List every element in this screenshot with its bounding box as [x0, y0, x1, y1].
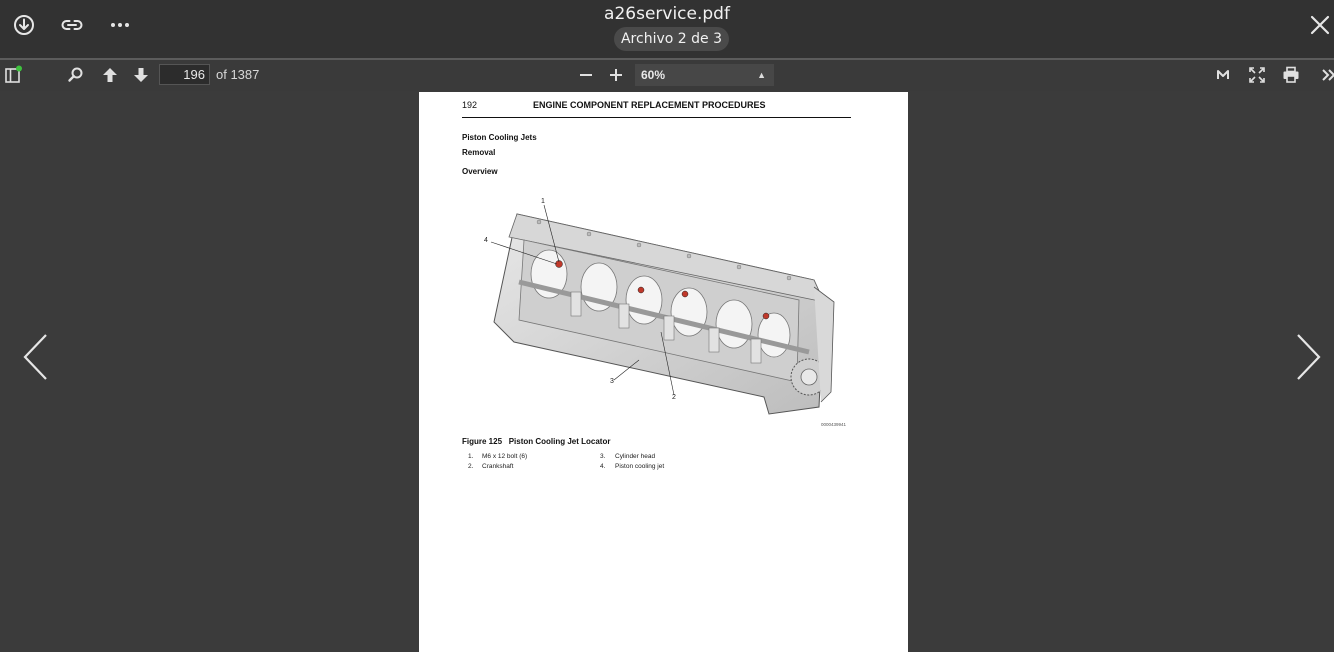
- arrow-up-icon[interactable]: [100, 65, 120, 85]
- running-head: ENGINE COMPONENT REPLACEMENT PROCEDURES: [533, 100, 766, 110]
- legend-text: Crankshaft: [482, 463, 514, 470]
- figure-callout: 1: [541, 198, 545, 205]
- search-icon[interactable]: [66, 65, 86, 85]
- header-rule: [462, 117, 851, 118]
- figure-callout: 4: [484, 237, 488, 244]
- close-icon[interactable]: [1308, 13, 1332, 37]
- figure-image-code: 0000439941: [821, 422, 847, 427]
- print-icon[interactable]: [1281, 65, 1301, 85]
- presentation-mode-icon[interactable]: [1213, 65, 1233, 85]
- figure-caption-number: Figure 125: [462, 437, 503, 446]
- engine-block-figure: [479, 192, 859, 422]
- legend-number: 4.: [600, 463, 606, 470]
- zoom-value: 60%: [641, 68, 666, 82]
- file-title: a26service.pdf: [604, 4, 730, 24]
- viewer-header: [0, 0, 1334, 58]
- figure-callout: 2: [672, 394, 676, 401]
- legend-text: Piston cooling jet: [615, 463, 665, 470]
- arrow-down-icon[interactable]: [131, 65, 151, 85]
- pdf-page: [419, 92, 908, 652]
- figure-caption-text: Piston Cooling Jet Locator: [508, 437, 611, 446]
- file-counter-badge: Archivo 2 de 3: [614, 27, 729, 51]
- figure-callout: 3: [610, 378, 614, 385]
- plus-icon[interactable]: [606, 65, 626, 85]
- subsection-title: Removal: [462, 148, 496, 157]
- legend-number: 3.: [600, 453, 606, 460]
- section-title: Piston Cooling Jets: [462, 133, 537, 142]
- page-number-input[interactable]: 196: [159, 64, 210, 85]
- legend-number: 1.: [468, 453, 474, 460]
- figure-caption: [462, 437, 610, 446]
- legend-number: 2.: [468, 463, 474, 470]
- legend-text: M6 x 12 bolt (6): [482, 453, 528, 460]
- minus-icon[interactable]: [576, 65, 596, 85]
- page-count-label: of 1387: [216, 67, 260, 82]
- page-number: 192: [462, 100, 478, 110]
- previous-file-icon[interactable]: [20, 332, 50, 382]
- select-arrows-icon: ▲: [757, 70, 766, 80]
- next-file-icon[interactable]: [1294, 332, 1324, 382]
- fullscreen-icon[interactable]: [1247, 65, 1267, 85]
- legend-text: Cylinder head: [615, 453, 656, 460]
- sub-subsection-title: Overview: [462, 167, 498, 176]
- zoom-select[interactable]: [635, 64, 774, 86]
- double-chevron-icon[interactable]: [1319, 65, 1334, 85]
- sidebar-toggle-icon[interactable]: [4, 65, 24, 85]
